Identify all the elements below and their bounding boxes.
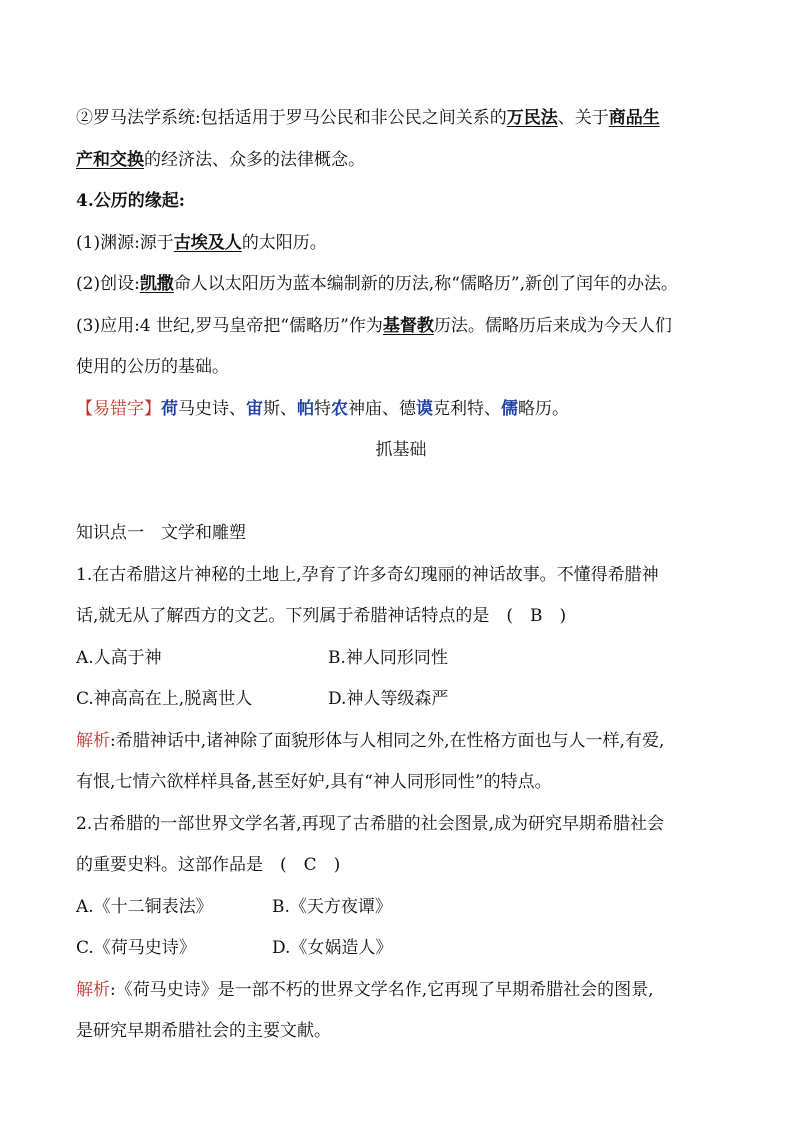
text: (1)渊源:源于 [76, 232, 174, 253]
keyword-exchange: 产和交换 [76, 149, 144, 170]
text: (3)应用:4 世纪,罗马皇帝把“儒略历”作为 [76, 315, 383, 336]
question-1-stem-1: 1.在古希腊这片神秘的土地上,孕育了许多奇幻瑰丽的神话故事。不懂得希腊神 [76, 564, 659, 585]
text: 的经济法、众多的法律概念。 [144, 149, 365, 170]
calendar-heading: 4.公历的缘起: [76, 191, 186, 211]
text: 斯、 [263, 398, 297, 419]
roman-law-line-2 [76, 140, 726, 182]
question-2-stem-2: 的重要史料。这部作品是 ( C ) [76, 855, 341, 875]
text: (2)创设: [76, 274, 140, 294]
text: 命人以太阳历为蓝本编制新的历法,称“儒略历”,新创了闰年的办法。 [173, 274, 679, 294]
keyword-caesar: 凯撒 [139, 274, 174, 294]
knowledge-point-heading: 知识点一 文学和雕塑 [76, 523, 246, 543]
keyword-christianity: 基督教 [382, 315, 434, 336]
option-d: D.《女娲造人》 [272, 938, 393, 958]
easy-wrong-label: 【易错字】 [76, 398, 161, 419]
section-title: 抓基础 [375, 440, 427, 460]
question-1-analysis-2: 有恨,七情六欲样样具备,甚至好妒,具有“神人同形同性”的特点。 [76, 772, 552, 792]
highlight-char: 儒 [501, 398, 518, 419]
document-page [76, 98, 726, 1053]
analysis-label: 解析 [76, 979, 110, 1000]
keyword-wanminfa: 万民法 [506, 108, 558, 128]
highlight-char: 宙 [246, 398, 263, 419]
option-a: A.人高于神 [76, 647, 162, 668]
option-d: D.神人等级森严 [328, 689, 449, 709]
text: 神庙、德 [348, 398, 416, 419]
option-c: C.神高高在上,脱离世人 [76, 689, 253, 709]
text: 克利特、 [433, 398, 501, 419]
text: 、关于 [557, 108, 609, 128]
spacer [76, 472, 726, 514]
calendar-application [76, 306, 726, 348]
roman-law-line-1 [76, 98, 726, 140]
question-1-stem-2: 话,就无从了解西方的文艺。下列属于希腊神话特点的是 ( B ) [76, 606, 567, 626]
question-1-options-cd [76, 679, 726, 721]
text: 特 [314, 398, 331, 419]
highlight-char: 荷 [161, 398, 178, 419]
calendar-creation [76, 264, 726, 306]
easy-wrong-characters [76, 389, 726, 431]
question-2-options-cd [76, 928, 726, 970]
text: ②罗马法学系统:包括适用于罗马公民和非公民之间关系的 [76, 108, 507, 128]
option-b: B.《天方夜谭》 [272, 896, 392, 917]
option-b: B.神人同形同性 [328, 647, 448, 668]
text: 马史诗、 [178, 398, 246, 419]
highlight-char: 农 [331, 398, 348, 419]
calendar-origin [76, 223, 726, 265]
question-1-analysis-1 [76, 721, 726, 763]
option-c: C.《荷马史诗》 [76, 938, 196, 958]
calendar-application-cont: 使用的公历的基础。 [76, 357, 229, 377]
question-2-options-ab [76, 887, 726, 929]
analysis-label: 解析 [76, 730, 110, 751]
analysis-text: :《荷马史诗》是一部不朽的世界文学名作,它再现了早期希腊社会的图景, [110, 979, 654, 1000]
analysis-text: :希腊神话中,诸神除了面貌形体与人相同之外,在性格方面也与人一样,有爱, [110, 730, 665, 751]
keyword-egyptians: 古埃及人 [173, 232, 242, 253]
text: 历法。儒略历后来成为今天人们 [433, 315, 672, 336]
question-2-analysis-1 [76, 970, 726, 1012]
text: 的太阳历。 [241, 232, 327, 253]
highlight-char: 帕 [297, 398, 314, 419]
keyword-commodity: 商品生 [608, 108, 660, 128]
question-2-analysis-2: 是研究早期希腊社会的主要文献。 [76, 1021, 331, 1041]
text: 略历。 [518, 398, 569, 419]
question-1-options-ab [76, 638, 726, 680]
question-2-stem-1: 2.古希腊的一部世界文学名著,再现了古希腊的社会图景,成为研究早期希腊社会 [76, 813, 665, 834]
option-a: A.《十二铜表法》 [76, 896, 213, 917]
highlight-char: 谟 [416, 398, 433, 419]
